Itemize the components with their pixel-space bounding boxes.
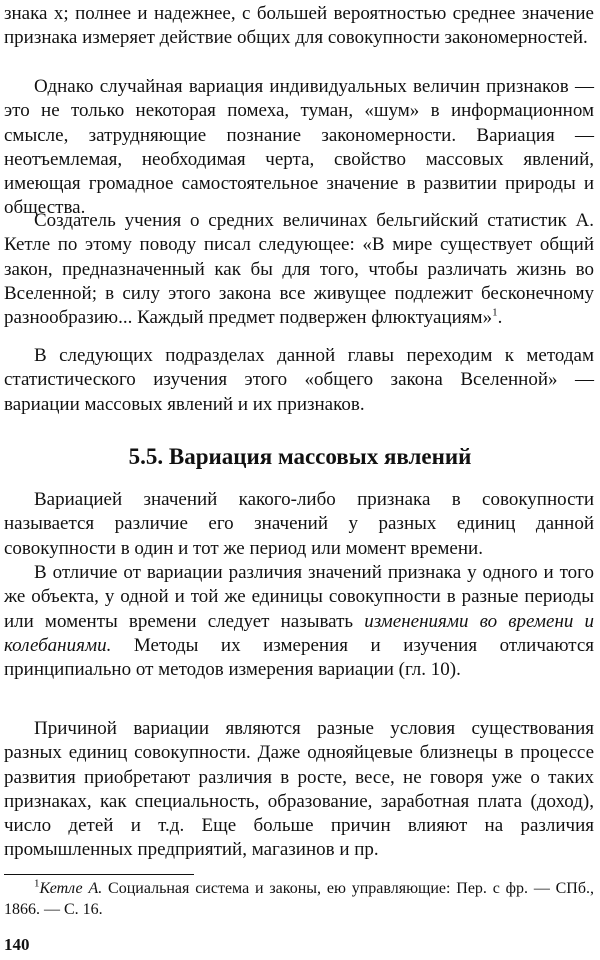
- page-number: 140: [4, 935, 30, 954]
- paragraph-changes-in-time: [4, 561, 594, 682]
- paragraph-causes-of-variation: Причиной вариации являются разные условия существования разных единиц совокупности. Даже однояйцевые близнецы в процессе развития приобретают различия в росте, весе, не говоря уже о таких признаках, как специальность, образование, заработная плата (доход), число детей и т.д. Еще больше причин влияют на различия промышленных предприятий, магазинов и пр.: [4, 718, 594, 861]
- paragraph-random-variation: Однако случайная вариация индивидуальных величин признаков — это не только некоторая помеха, туман, «шум» в информационном смысле, затрудняющие познание закономерности. Вариация — неотъемлемая, необходимая черта, свойство массовых явлений, имеющая громадное самостоятельное значение в развитии природы и общества.: [4, 76, 594, 219]
- text-segment: Методы их измерения и изучения отличаются принципиально от методов измерения вариации (гл. 10).: [4, 634, 594, 681]
- footnote-mark: 1: [34, 877, 40, 890]
- paragraph-next-sections: В следующих подразделах данной главы переходим к методам статистического изучения этого «общего закона Вселенной» — вариации массовых явлений и их признаков.: [4, 345, 594, 415]
- section-heading: 5.5. Вариация массовых явлений: [128, 444, 472, 469]
- paragraph-quetelet-quote: Создатель учения о средних величинах бельгийский статистик А. Кетле по этому поводу писал следующее: «В мире существует общий закон, предназначенный как бы для того, чтобы различать жизнь во Вселенной; в силу этого закона все живущее подлежит бесконечному разнообразию... Каждый предмет подвержен флюктуациям»$^1$.: [4, 210, 594, 329]
- footnote: [4, 878, 594, 920]
- paragraph-continuation: знака x; полнее и надежнее, с большей вероятностью среднее значение признака измеряет действие общих для совокупности закономерностей.: [4, 3, 594, 49]
- footnote-text: Социальная система и законы, ею управляющие: Пер. с фр. — СПб., 1866. — С. 16.: [4, 880, 595, 918]
- quote-text: Создатель учения о средних величинах бельгийский статистик А. Кетле по этому поводу писал следующее: «В мире существует общий закон, предназначенный как бы для того, чтобы различать жизнь во Вселенной; в силу этого закона все живущее подлежит бесконечному разнообразию... Каждый предмет подвержен флюктуациям»: [4, 210, 594, 329]
- text-segment: В отличие от вариации различия значений признака у одного и того же объекта, у одной и той же единицы совокупности в разные периоды или моменты времени следует называть: [4, 562, 594, 632]
- footnote-divider: [4, 874, 194, 875]
- footnote-author: Кетле А.: [39, 880, 103, 897]
- footnote-reference: 1: [492, 306, 498, 319]
- paragraph-variation-definition: Вариацией значений какого-либо признака в совокупности называется различие его значений у разных единиц данной совокупности в один и тот же период или момент времени.: [4, 489, 594, 559]
- emphasized-term: изменениями во времени и колебаниями.: [4, 610, 594, 656]
